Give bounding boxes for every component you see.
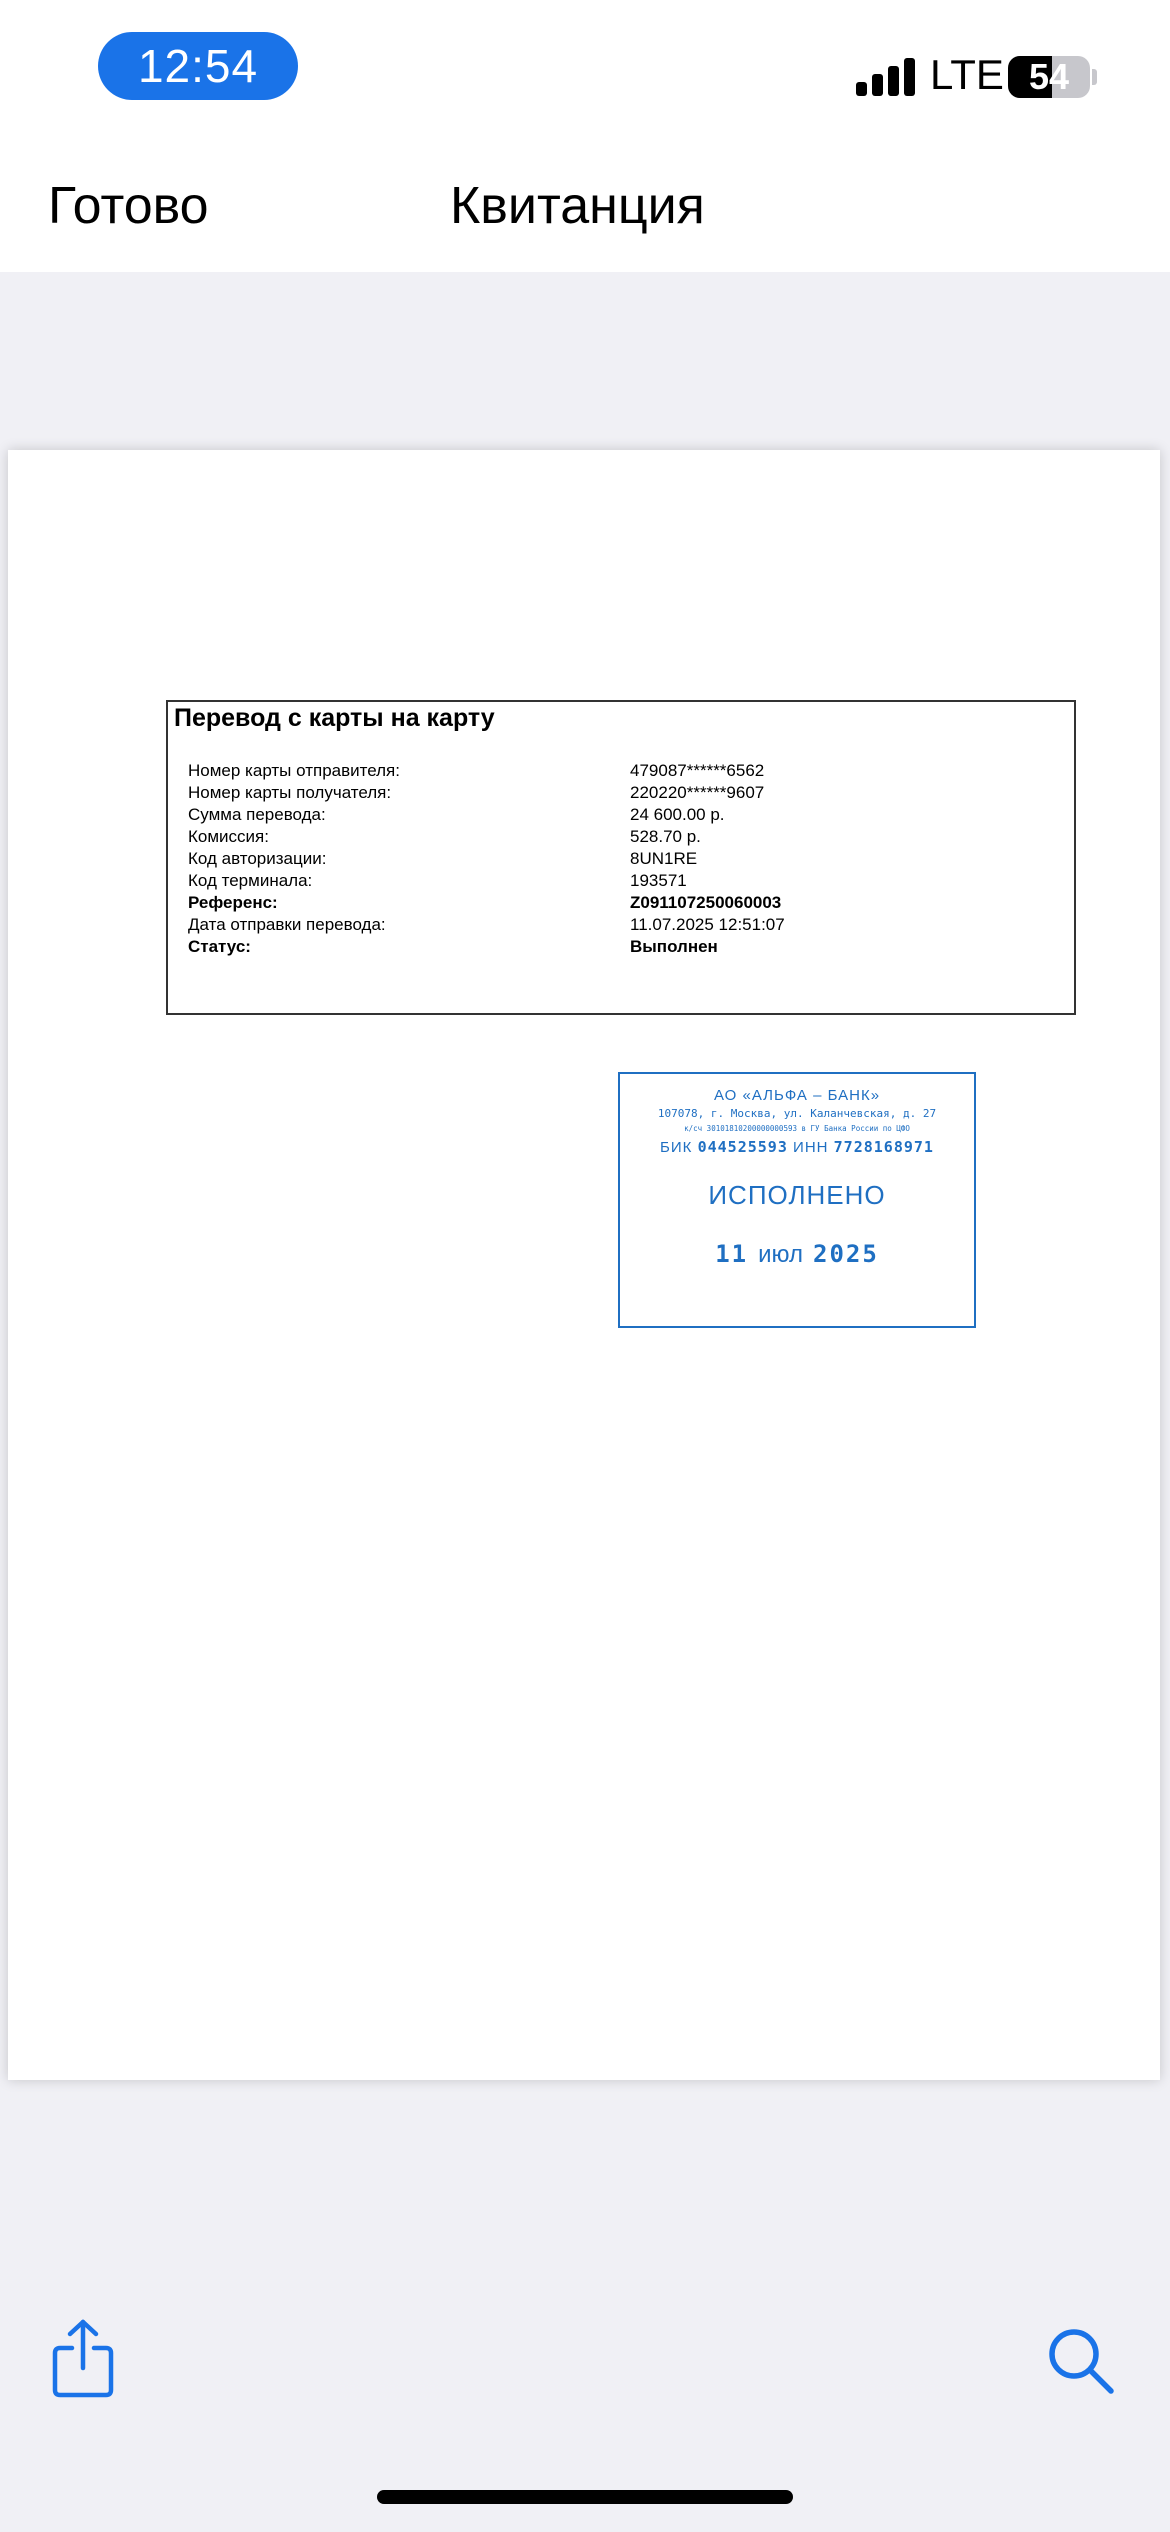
stamp-bik-inn xyxy=(620,1136,974,1159)
receipt-rows xyxy=(188,760,1058,958)
stamp-account: к/сч 30101810200000000593 в ГУ Банка России по ЦФО xyxy=(684,1124,910,1133)
stamp-bik-label: БИК xyxy=(660,1139,693,1156)
done-button[interactable]: Готово xyxy=(48,174,209,238)
battery-icon xyxy=(1008,56,1090,98)
receipt-row-label: Сумма перевода: xyxy=(188,805,326,824)
battery-level: 54 xyxy=(1028,56,1070,97)
receipt-row xyxy=(188,936,1058,958)
receipt-row xyxy=(188,870,1058,892)
search-icon-glyph xyxy=(1046,2326,1116,2396)
stamp-bank-name: АО «АЛЬФА – БАНК» xyxy=(713,1087,881,1104)
receipt-row-label: Код терминала: xyxy=(188,871,313,890)
cellular-signal-icon xyxy=(856,58,916,96)
receipt-row-value: 479087******6562 xyxy=(630,761,765,780)
nav-bar xyxy=(0,140,1170,272)
receipt-box xyxy=(166,700,1076,1015)
network-type: LTE xyxy=(930,51,1004,98)
stamp-date-year: 2025 xyxy=(813,1240,879,1268)
receipt-row-value: 528.70 р. xyxy=(630,827,701,846)
share-icon-glyph xyxy=(50,2318,116,2400)
receipt-row-value: 193571 xyxy=(630,871,687,890)
stamp-inn-value: 7728168971 xyxy=(833,1138,934,1156)
receipt-row-label: Номер карты получателя: xyxy=(188,783,392,802)
stamp-date xyxy=(620,1239,974,1270)
receipt-row-value: 220220******9607 xyxy=(630,783,765,802)
receipt-row xyxy=(188,782,1058,804)
bank-stamp xyxy=(618,1072,976,1328)
receipt-row-label: Референс: xyxy=(188,893,278,912)
receipt-row-value: 11.07.2025 12:51:07 xyxy=(630,915,785,934)
receipt-row-label: Номер карты отправителя: xyxy=(188,761,400,780)
receipt-row-label: Код авторизации: xyxy=(188,849,327,868)
search-icon[interactable] xyxy=(1046,2326,1116,2396)
receipt-row-value: Z091107250060003 xyxy=(630,893,782,912)
document-page[interactable] xyxy=(8,450,1160,2080)
stamp-date-month: июл xyxy=(758,1241,803,1268)
receipt-row xyxy=(188,892,1058,914)
receipt-row-label: Комиссия: xyxy=(188,827,269,846)
receipt-row-label: Дата отправки перевода: xyxy=(188,915,386,934)
battery-nub xyxy=(1092,69,1097,85)
status-time: 12:54 xyxy=(98,32,298,100)
receipt-row xyxy=(188,804,1058,826)
receipt-title: Перевод с карты на карту xyxy=(174,704,495,732)
home-indicator xyxy=(377,2490,793,2504)
receipt-row-value: 8UN1RE xyxy=(630,849,698,868)
receipt-row xyxy=(188,914,1058,936)
receipt-row-value: 24 600.00 р. xyxy=(630,805,725,824)
stamp-status: ИСПОЛНЕНО xyxy=(708,1180,886,1210)
receipt-row xyxy=(188,826,1058,848)
receipt-row-label: Статус: xyxy=(188,937,251,956)
stamp-date-day: 11 xyxy=(715,1240,749,1268)
receipt-row xyxy=(188,760,1058,782)
receipt-row xyxy=(188,848,1058,870)
stamp-address: 107078, г. Москва, ул. Каланчевская, д. 27 xyxy=(657,1107,937,1120)
share-icon[interactable] xyxy=(50,2318,116,2400)
receipt-row-value: Выполнен xyxy=(630,937,718,956)
status-bar xyxy=(0,0,1170,140)
stamp-inn-label: ИНН xyxy=(793,1139,829,1156)
page-title: Квитанция xyxy=(450,177,705,235)
stamp-bik-value: 044525593 xyxy=(697,1138,788,1156)
